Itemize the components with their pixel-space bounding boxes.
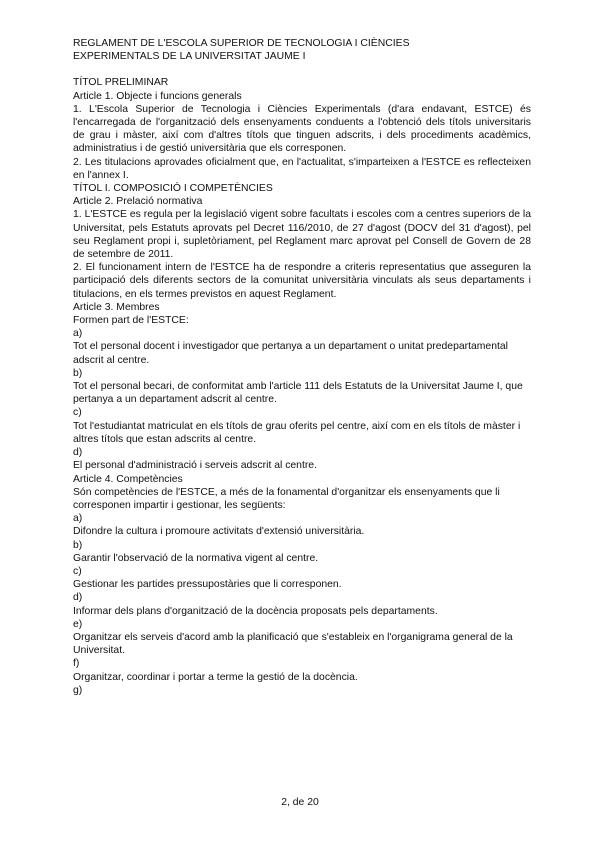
list-item-label: e) bbox=[73, 618, 83, 630]
page-number: 2, de 20 bbox=[281, 797, 319, 808]
heading-titol-1: TÍTOL I. COMPOSICIÓ I COMPETÈNCIES bbox=[73, 183, 273, 195]
list-item-text: Informar dels plans d'organització de la docència proposats pels departaments. bbox=[73, 605, 438, 617]
article-1-paragraph-2: 2. Les titulacions aprovades oficialment que, en l'actualitat, s'imparteixen a l'ESTCE es reflecteixen en l'annex I. bbox=[73, 156, 531, 181]
heading-titol-preliminar: TÍTOL PRELIMINAR bbox=[73, 77, 169, 89]
page-content bbox=[73, 37, 531, 697]
list-item-text: Tot el personal becari, de conformitat amb l'article 111 dels Estatuts de la Universitat Jaume I, que pertanya a un departament adscrit al centre. bbox=[73, 381, 523, 406]
article-2-paragraph-1: 1. L'ESTCE es regula per la legislació vigent sobre facultats i escoles com a centres superiors de la Universitat, pels Estatuts aprovats pel Decret 116/2010, de 27 d'agost (DOCV del 31 d'agost), pel seu Reglament propi i, supletòriament, pel Reglament marc aprovat pel Consell de Govern de 28 de setembre de 2011. bbox=[73, 209, 531, 261]
list-item-label: b) bbox=[73, 367, 83, 379]
document-title-line-2: EXPERIMENTALS DE LA UNIVERSITAT JAUME I bbox=[73, 51, 306, 63]
list-item-label: c) bbox=[73, 407, 82, 419]
article-1-paragraph-1: 1. L'Escola Superior de Tecnologia i Ciències Experimentals (d'ara endavant, ESTCE) és l'encarregada de l'organització dels ensenyaments conduents a l'obtenció dels títols universitaris de grau i màster, així com d'altres títols que tinguen adscrits, i dels procediments acadèmics, administratius i de gestió universitària que els corresponen. bbox=[73, 103, 531, 155]
document-title bbox=[73, 37, 531, 63]
list-item-label: d) bbox=[73, 447, 83, 459]
list-item-text: Tot el personal docent i investigador que pertanya a un departament o unitat predepartamental adscrit al centre. bbox=[73, 341, 508, 366]
list-item-label: d) bbox=[73, 592, 83, 604]
list-item-label: f) bbox=[73, 658, 80, 670]
document-title-line-1: REGLAMENT DE L'ESCOLA SUPERIOR DE TECNOLOGIA I CIÈNCIES bbox=[73, 38, 410, 49]
article-3-intro: Formen part de l'ESTCE: bbox=[73, 315, 189, 327]
list-item-label: a) bbox=[73, 513, 83, 525]
heading-article-3: Article 3. Membres bbox=[73, 301, 160, 313]
list-item-text: Organitzar els serveis d'acord amb la planificació que s'estableix en l'organigrama general de la Universitat. bbox=[73, 631, 513, 657]
heading-article-2: Article 2. Prelació normativa bbox=[73, 196, 203, 208]
list-item-text: Gestionar les partides pressupostàries que li corresponen. bbox=[73, 579, 342, 591]
heading-article-4: Article 4. Competències bbox=[73, 473, 183, 485]
article-4-intro: Són competències de l'ESTCE, a més de la fonamental d'organitzar els ensenyaments que li corresponen impartir i gestionar, les següents: bbox=[73, 486, 500, 511]
article-2-paragraph-2: 2. El funcionament intern de l'ESTCE ha de respondre a criteris representatius que asseguren la participació dels diferents sectors de la comunitat universitària vinculats als seus departaments i titulacions, en els termes previstos en aquest Reglament. bbox=[73, 262, 531, 300]
list-item-label: c) bbox=[73, 565, 82, 577]
list-item-label: b) bbox=[73, 539, 83, 551]
article-4-list bbox=[73, 512, 531, 697]
heading-article-1: Article 1. Objecte i funcions generals bbox=[73, 90, 242, 102]
list-item-text: Difondre la cultura i promoure activitats d'extensió universitària. bbox=[73, 526, 365, 538]
list-item-text: Tot l'estudiantat matriculat en els títols de grau oferits pel centre, així com en els títols de màster i altres títols que estan adscrits al centre. bbox=[73, 420, 521, 445]
list-item-label: g) bbox=[73, 684, 83, 696]
list-item-label: a) bbox=[73, 328, 83, 340]
article-3-list bbox=[73, 327, 531, 472]
list-item-text: Organitzar, coordinar i portar a terme la gestió de la docència. bbox=[73, 671, 358, 683]
list-item-text: Garantir l'observació de la normativa vigent al centre. bbox=[73, 552, 319, 564]
list-item-text: El personal d'administració i serveis adscrit al centre. bbox=[73, 460, 317, 472]
